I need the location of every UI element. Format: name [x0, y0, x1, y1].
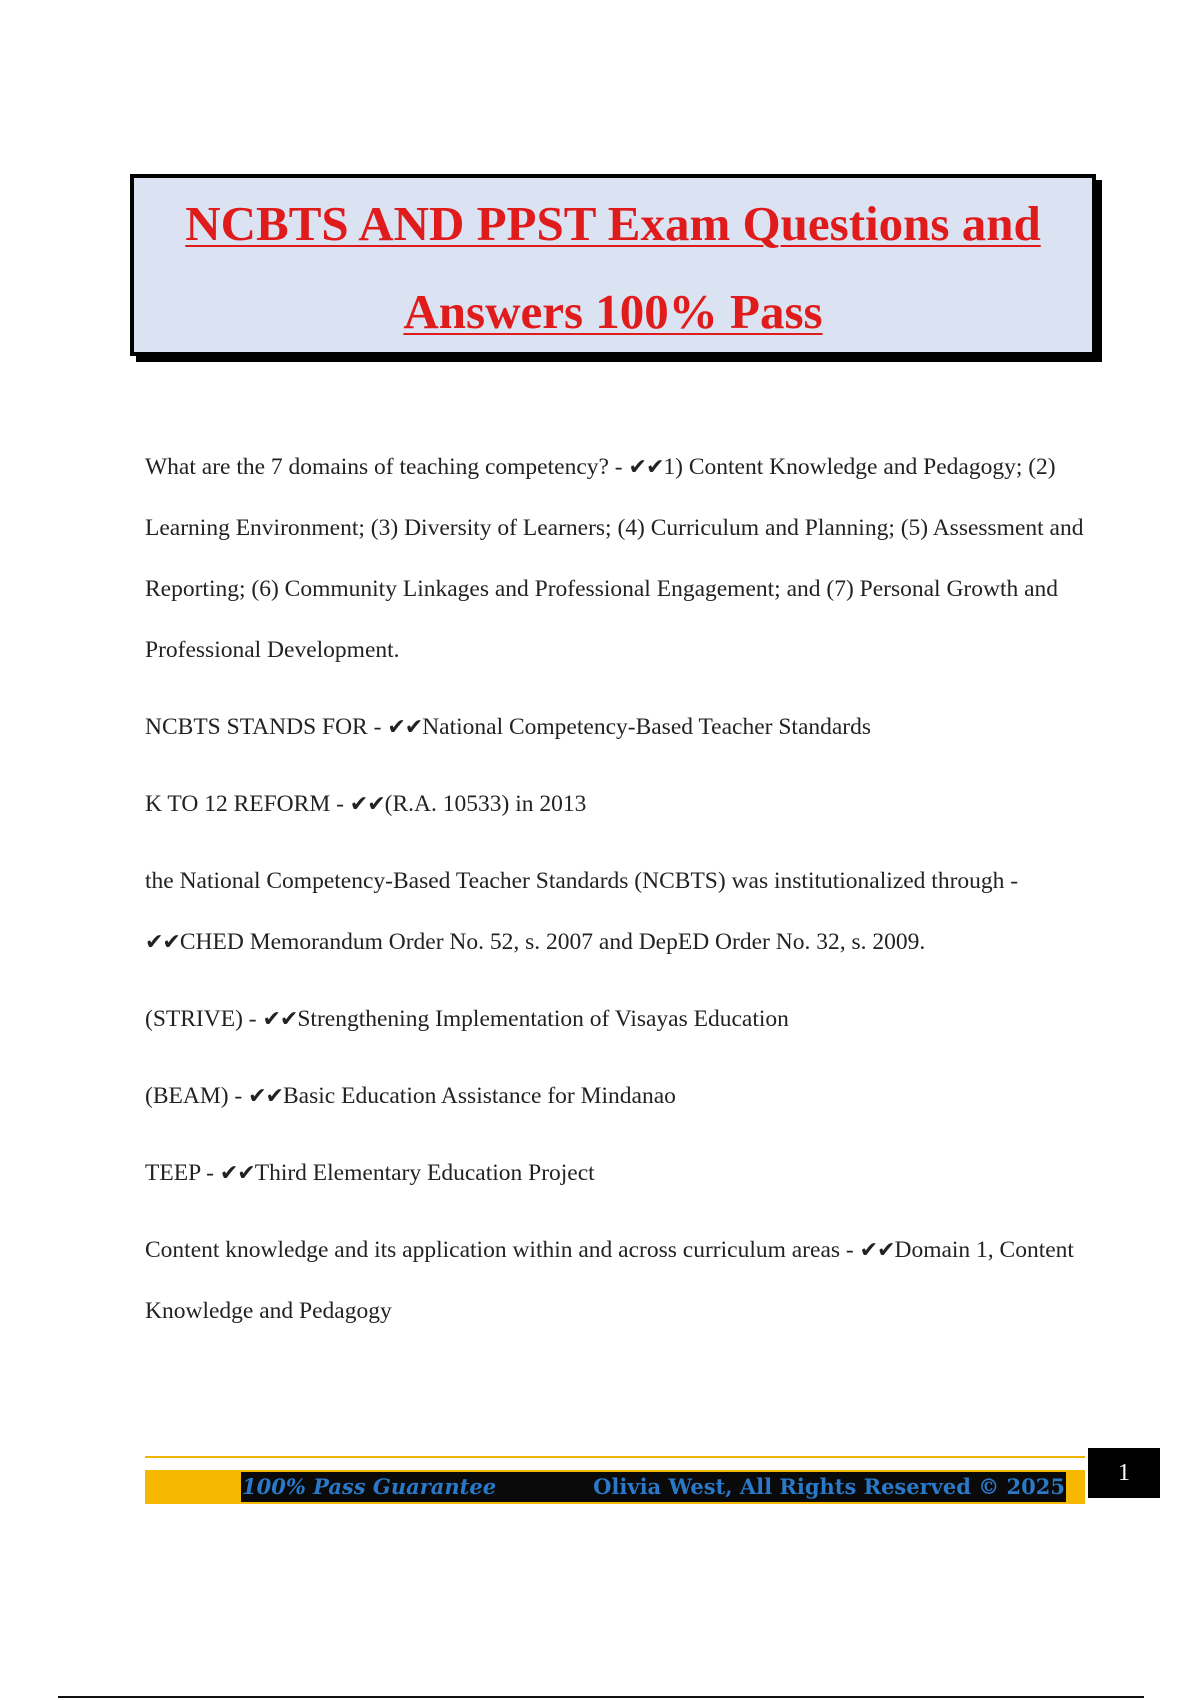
page-number: 1: [1088, 1448, 1160, 1498]
double-check-icon: ✔✔: [248, 1084, 283, 1109]
answer-text: National Competency-Based Teacher Standards: [422, 714, 872, 740]
double-check-icon: ✔✔: [219, 1161, 255, 1186]
title-line-2: Answers 100% Pass: [403, 284, 823, 339]
footer-copyright-text: Olivia West, All Rights Reserved © 2025: [593, 1474, 1065, 1499]
double-check-icon: ✔✔: [349, 792, 385, 817]
title-box: [130, 174, 1096, 356]
double-check-icon: ✔✔: [387, 715, 423, 740]
footer-divider: [145, 1456, 1085, 1458]
page-bottom-rule: [58, 1696, 1144, 1698]
answer-text: Domain 1, Content Knowledge and Pedagogy: [145, 1237, 1074, 1324]
answer-text: (R.A. 10533) in 2013: [384, 791, 587, 817]
double-check-icon: ✔✔: [859, 1238, 895, 1263]
qa-item-4: [145, 851, 1085, 973]
double-check-icon: ✔✔: [145, 930, 180, 955]
answer-text: CHED Memorandum Order No. 52, s. 2007 and DepED Order No. 32, s. 2009.: [179, 929, 926, 955]
answer-text: Strengthening Implementation of Visayas Education: [297, 1006, 789, 1032]
qa-item-7: [145, 1143, 1085, 1204]
title-line-1: NCBTS AND PPST Exam Questions and: [185, 196, 1041, 251]
question-text: K TO 12 REFORM -: [145, 791, 350, 817]
answer-text: Basic Education Assistance for Mindanao: [283, 1083, 676, 1109]
double-check-icon: ✔✔: [628, 455, 664, 480]
qa-item-5: [145, 989, 1085, 1050]
question-text: TEEP -: [145, 1160, 220, 1186]
qa-item-3: [145, 774, 1085, 835]
footer-band: [145, 1456, 1085, 1504]
question-text: (BEAM) -: [145, 1083, 249, 1109]
qa-item-6: [145, 1066, 1085, 1127]
answer-text: 1) Content Knowledge and Pedagogy; (2) Learning Environment; (3) Diversity of Learners; (4) Curriculum and Planning; (5) Assessment and Reporting; (6) Community Linkages and Professional Engagement; and (7) Personal Growth and Professional Development.: [145, 454, 1084, 663]
qa-content: [145, 437, 1085, 1358]
question-text: What are the 7 domains of teaching competency? -: [145, 454, 629, 480]
double-check-icon: ✔✔: [262, 1007, 298, 1032]
footer-guarantee-text: 100% Pass Guarantee: [242, 1474, 497, 1499]
qa-item-1: [145, 437, 1085, 681]
answer-text: Third Elementary Education Project: [254, 1160, 595, 1186]
question-text: Content knowledge and its application within and across curriculum areas -: [145, 1237, 860, 1263]
qa-item-8: [145, 1220, 1085, 1342]
question-text: the National Competency-Based Teacher Standards (NCBTS) was institutionalized through -: [145, 868, 1019, 894]
qa-item-2: [145, 697, 1085, 758]
question-text: (STRIVE) -: [145, 1006, 263, 1032]
question-text: NCBTS STANDS FOR -: [145, 714, 388, 740]
